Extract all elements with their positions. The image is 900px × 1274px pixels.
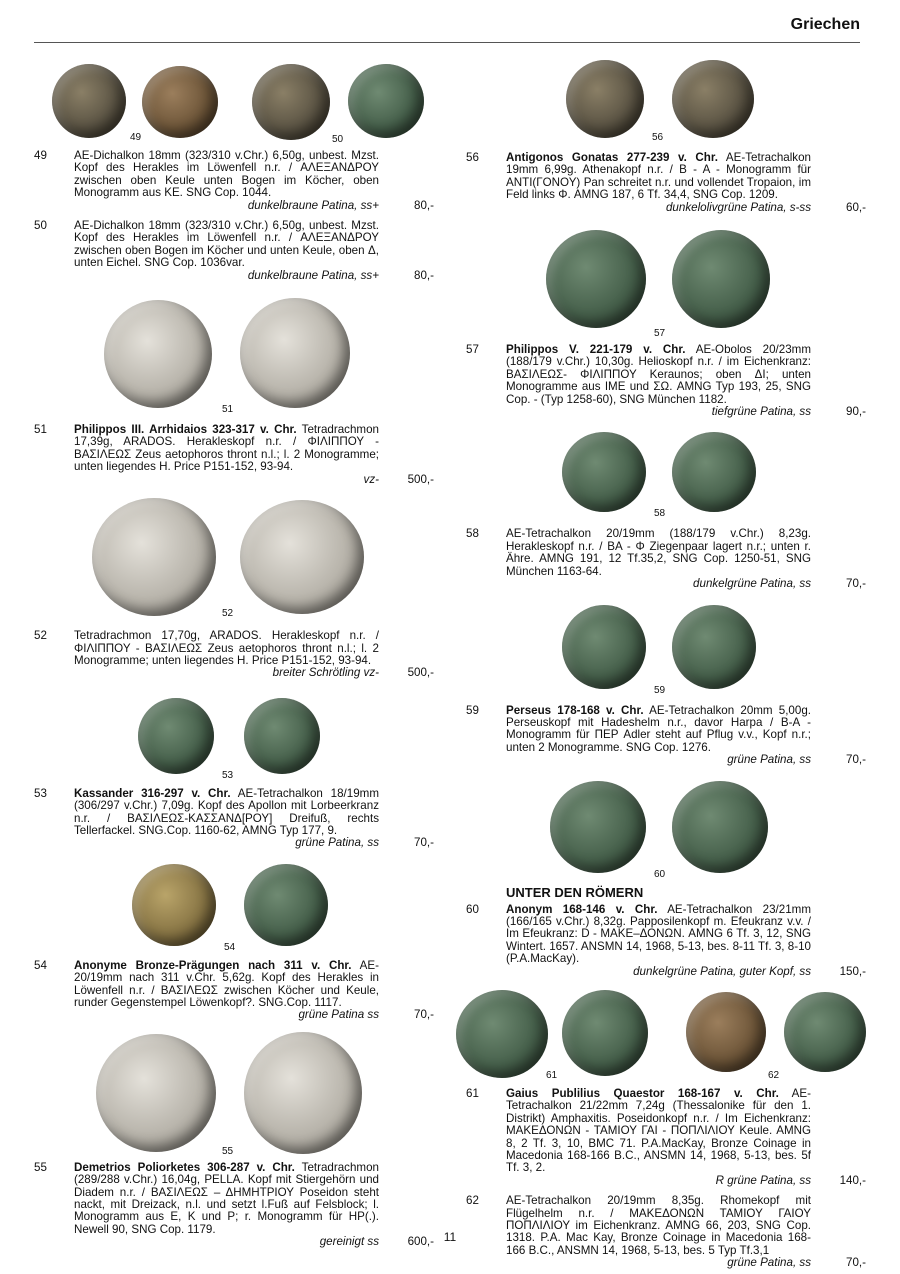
section-heading: UNTER DEN RÖMERN [506, 884, 644, 900]
lot-description: AE-Tetrachalkon 18/19mm (306/297 v.Chr.) 7,09g. Kopf des Apollon mit Lorbeerkranz n.r. / ΒΑΣΙΛΕΩΣ-ΚΑΣΣΑΝΔ[ΡΟΥ] Dreifuß, rechts Tellerfackel. SNG.Cop. 1160-62, AMNG Typ 177, 9. [74, 786, 379, 837]
coin-images-58 [466, 428, 866, 522]
coin-58-obverse [562, 432, 646, 512]
lot-title: Kassander 316-297 v. Chr. [74, 786, 231, 800]
lot-price: 70,- [414, 1008, 434, 1022]
lot-description: AE-Tetrachalkon 23/21mm (166/165 v.Chr.) 8,32g. Papposilenkopf m. Efeukranz v.v. / Im Efeukranz: D - ΜΑΚΕ–ΔΟΝΩΝ. AMNG 6 Tf. 3, 12, SNG Wintert. 1657. ANSMN 14, 1968, 5-13, bes. 8-11 Tf. 3, 8-10 (P.A.MacKay). [506, 902, 811, 966]
lot-condition: gereinigt ss [319, 1235, 379, 1249]
lot-title: Philippos V. 221-179 v. Chr. [506, 343, 686, 357]
lot-condition: grüne Patina, ss [295, 836, 379, 850]
coin-label: 55 [222, 1145, 234, 1157]
lot-condition: breiter Schrötling vz- [272, 666, 379, 680]
lot-entry-60 [466, 904, 866, 978]
coin-62-reverse [784, 992, 866, 1072]
lot-number: 50 [34, 219, 47, 233]
coin-images-57 [466, 224, 866, 338]
coin-label: 59 [654, 684, 666, 696]
lot-number: 51 [34, 423, 47, 437]
lot-number: 49 [34, 149, 47, 162]
coin-label: 61 [546, 1069, 558, 1081]
lot-price: 70,- [846, 1256, 866, 1270]
lot-price: 80,- [414, 268, 434, 282]
coin-49-obverse [52, 64, 126, 138]
lot-entry-52 [34, 630, 434, 680]
coin-55-obverse [96, 1034, 216, 1152]
coin-61-reverse [562, 990, 648, 1076]
lot-description: Tetradrachmon 17,70g, ARADOS. Herakleskopf n.r. / ΦΙΛΙΠΠΟΥ - ΒΑΣΙΛΕΩΣ Zeus aetophoros thront n.l.; l. 2 Monogramme; unten liegendes H. Price P151-152, 93-94. [74, 629, 379, 667]
lot-price: 70,- [846, 577, 866, 591]
lot-condition: dunkelolivgrüne Patina, s-ss [665, 200, 811, 214]
coin-label: 52 [222, 608, 234, 620]
coin-59-reverse [672, 605, 756, 689]
lot-description: AE-Dichalkon 18mm (323/310 v.Chr.) 6,50g, unbest. Mzst. Kopf des Herakles im Löwenfell n.r. / ΑΛΕΞΑΝΔΡΟΥ zwischen oben Bogen im Köcher und unten Keule, oben Δ, unten Eichel. SNG Cop. 1036var. [74, 219, 379, 270]
coin-54-obverse [132, 864, 216, 946]
lot-entry-49 [34, 150, 434, 212]
lot-title: Philippos III. Arrhidaios 323-317 v. Chr. [74, 423, 297, 437]
coin-images-49-50 [34, 58, 434, 148]
coin-49-reverse [142, 66, 218, 138]
lot-price: 140,- [839, 1173, 866, 1187]
coin-53-reverse [244, 698, 320, 774]
lot-description: AE-20/19mm nach 311 v.Chr. 5,62g. Kopf des Herakles in Löwenfell n.r. / ΒΑΣΙΛΕΩΣ zwischen Köcher und Keule, runder Gegenstempel Löwenkopf?. SNG.Cop. 1117. [74, 958, 379, 1009]
lot-entry-54 [34, 960, 434, 1022]
lot-condition: dunkelbraune Patina, ss+ [247, 268, 379, 282]
lot-price: 90,- [846, 405, 866, 419]
lot-number: 58 [466, 527, 479, 541]
coin-images-53 [34, 692, 434, 782]
coin-51-obverse [104, 300, 212, 408]
lot-condition: grüne Patina, ss [727, 753, 811, 767]
coin-label: 51 [222, 404, 234, 416]
page-header [34, 14, 860, 43]
lot-condition: tiefgrüne Patina, ss [711, 405, 811, 419]
lot-description: Tetradrachmon 17,39g, ARADOS. Herakleskopf n.r. / ΦΙΛΙΠΠΟΥ - ΒΑΣΙΛΕΩΣ Zeus aetophoros thront n.l.; l. 2 Monogramme; unten liegendes H. Price P151-152, 93-94. [74, 423, 379, 474]
lot-entry-51 [34, 424, 434, 486]
lot-price: 600,- [407, 1235, 434, 1249]
lot-title: Demetrios Poliorketes 306-287 v. Chr. [74, 1160, 295, 1174]
lot-condition: grüne Patina ss [298, 1008, 379, 1022]
lot-description: AE-Tetrachalkon 21/22mm 7,24g (Thessalonike für den 1. Distrikt) Amphaxitis. Poseidonkopf n.r. / Im Eichenkranz: ΜΑΚΕΔΟΝΩΝ - ΤΑΜΙΟΥ ΓΑΙ - ΠΟΠΛΙΛΙΟΥ Keule. AMNG 8, 2 Tf. 3, 10, BMC 71. P.A.MacKay, Bronze Coinage in Macedonia 168-166 B.C., ANSMN 14, 1968, 5-13, bes. 5f Tf. 3, 2. [506, 1086, 811, 1175]
lot-number: 55 [34, 1160, 47, 1174]
coin-label: 53 [222, 769, 234, 781]
coin-images-52 [34, 494, 434, 620]
coin-50-reverse [348, 64, 424, 138]
lot-description: AE-Tetrachalkon 20/19mm 8,35g. Rhomekopf mit Flügelhelm n.r. / ΜΑΚΕΔΟΝΩΝ ΤΑΜΙΟΥ ΓΑΙΟΥ ΠΟΠΛΙΛΙΟΥ im Eichenkranz. AMNG 66, 203, SNG Cop. 1318. P.A. Mac Kay, Bronze Coinage in Macedonia 168-166 B.C., ANSMN 14, 1968, 5-13, bes. 5 Typ Tf.3,1 [506, 1194, 811, 1257]
lot-entry-58 [466, 528, 866, 590]
coin-label: 58 [654, 508, 666, 520]
coin-51-reverse [240, 298, 350, 408]
lot-number: 54 [34, 958, 47, 972]
coin-label: 62 [768, 1069, 780, 1081]
lot-description: AE-Obolos 20/23mm (188/179 v.Chr.) 10,30g. Helioskopf n.r. / im Eichenkranz: ΒΑΣΙΛΕΩΣ- ΦΙΛΙΠΠΟΥ Keraunos; oben ΔΙ; unten Monogramme aus IME und ΣΩ. AMNG Typ 193, 25, SNG Cop. - (Typ 1258-60), SNG München 1182. [506, 343, 811, 406]
coin-50-obverse [252, 64, 330, 140]
lot-title: Perseus 178-168 v. Chr. [506, 703, 644, 717]
coin-52-reverse [240, 500, 364, 614]
lot-price: 70,- [846, 753, 866, 767]
coin-label: 54 [224, 941, 236, 953]
coin-images-61-62 [466, 986, 866, 1082]
lot-title: Anonym 168-146 v. Chr. [506, 902, 658, 916]
lot-title: Antigonos Gonatas 277-239 v. Chr. [506, 151, 718, 164]
coin-images-59 [466, 601, 866, 699]
lot-entry-53 [34, 788, 434, 850]
coin-59-obverse [562, 605, 646, 689]
lot-condition: R grüne Patina, ss [715, 1173, 811, 1187]
lot-price: 70,- [414, 836, 434, 850]
lot-number: 62 [466, 1194, 479, 1208]
lot-price: 150,- [839, 964, 866, 978]
coin-images-60 [466, 777, 866, 881]
coin-56-obverse [566, 60, 644, 138]
lot-price: 80,- [414, 198, 434, 212]
page-number: 11 [443, 1230, 457, 1244]
lot-number: 52 [34, 629, 47, 643]
lot-price: 500,- [407, 666, 434, 680]
lot-condition: dunkelbraune Patina, ss+ [247, 198, 379, 212]
coin-images-51 [34, 292, 434, 418]
page-title: Griechen [790, 16, 860, 33]
lot-description: AE-Dichalkon 18mm (323/310 v.Chr.) 6,50g, unbest. Mzst. Kopf des Herakles im Löwenfell n.r. / ΑΛΕΞΑΝΔΡΟΥ zwischen oben Keule unten Bogen im Köcher, oben Monogramm aus KE. SNG Cop. 1044. [74, 149, 379, 200]
lot-description: AE-Tetrachalkon 20mm 5,00g. Perseuskopf mit Hadeshelm n.r., davor Harpa / B-A - Monogramm für ΠΕΡ Adler steht auf Pflug v.v., Kopf n.r.; unten 2 Monogramme. SNG Cop. 1276. [506, 703, 811, 754]
lot-description: AE-Tetrachalkon 20/19mm (188/179 v.Chr.) 8,23g. Herakleskopf n.r. / BA - Φ Ziegenpaar lagert n.r.; unten r. Ähre. AMNG 191, 12 Tf.35,2, SNG Cop. 1250-51, SNG München 1163-64. [506, 527, 811, 578]
coin-52-obverse [92, 498, 216, 616]
coin-images-56 [466, 56, 866, 146]
left-column [34, 58, 434, 1249]
coin-57-reverse [672, 230, 770, 328]
coin-label: 50 [332, 134, 344, 145]
lot-description: AE-Tetrachalkon 19mm 6,99g. Athenakopf n.r. / B - A - Monogramm für ANTI(ΓΟΝΟΥ) Pan schreitet n.r. und vollendet Tropaion, im Feld links Φ. AMNG 187, 6 Tf. 34,4, SNG Cop. 1209. [506, 151, 811, 202]
lot-title: Gaius Publilius Quaestor 168-167 v. Chr. [506, 1086, 779, 1100]
lot-condition: vz- [363, 472, 379, 486]
right-column [466, 56, 866, 1270]
lot-number: 61 [466, 1086, 479, 1100]
lot-entry-50 [34, 220, 434, 282]
lot-entry-61 [466, 1088, 866, 1187]
coin-label: 49 [130, 132, 142, 143]
coin-53-obverse [138, 698, 214, 774]
lot-price: 500,- [407, 472, 434, 486]
lot-number: 53 [34, 786, 47, 800]
coin-55-reverse [244, 1032, 362, 1154]
coin-58-reverse [672, 432, 756, 512]
coin-61-obverse [456, 990, 548, 1078]
coin-60-reverse [672, 781, 768, 873]
lot-number: 59 [466, 703, 479, 717]
coin-images-55 [34, 1028, 434, 1158]
coin-label: 56 [652, 132, 664, 143]
lot-title: Anonyme Bronze-Prägungen nach 311 v. Chr. [74, 958, 352, 972]
coin-62-obverse [686, 992, 766, 1072]
lot-entry-57 [466, 344, 866, 418]
coin-56-reverse [672, 60, 754, 138]
coin-label: 60 [654, 868, 666, 880]
lot-number: 57 [466, 343, 479, 357]
lot-condition: dunkelgrüne Patina, guter Kopf, ss [633, 964, 811, 978]
coin-label: 57 [654, 328, 666, 340]
lot-description: Tetradrachmon (289/288 v.Chr.) 16,04g, PELLA. Kopf mit Stiergehörn und Diadem n.r. / ΒΑΣΙΛΕΩΣ – ΔΗΜΗΤΡΙΟΥ Poseidon steht nackt, mit Dreizack, n.l. und setzt l.Fuß auf Felsblock; l. Monogramm aus E, K und P; r. Monogramm für HP(.). Newell 90, SNG Cop. 1179. [74, 1160, 379, 1236]
lot-number: 56 [466, 151, 479, 164]
lot-entry-56 [466, 152, 866, 214]
lot-number: 60 [466, 902, 479, 916]
lot-entry-59 [466, 705, 866, 767]
coin-54-reverse [244, 864, 328, 946]
lot-condition: grüne Patina, ss [727, 1256, 811, 1270]
coin-60-obverse [550, 781, 646, 873]
lot-price: 60,- [846, 200, 866, 214]
lot-condition: dunkelgrüne Patina, ss [693, 577, 811, 591]
coin-images-54 [34, 860, 434, 954]
coin-57-obverse [546, 230, 646, 328]
